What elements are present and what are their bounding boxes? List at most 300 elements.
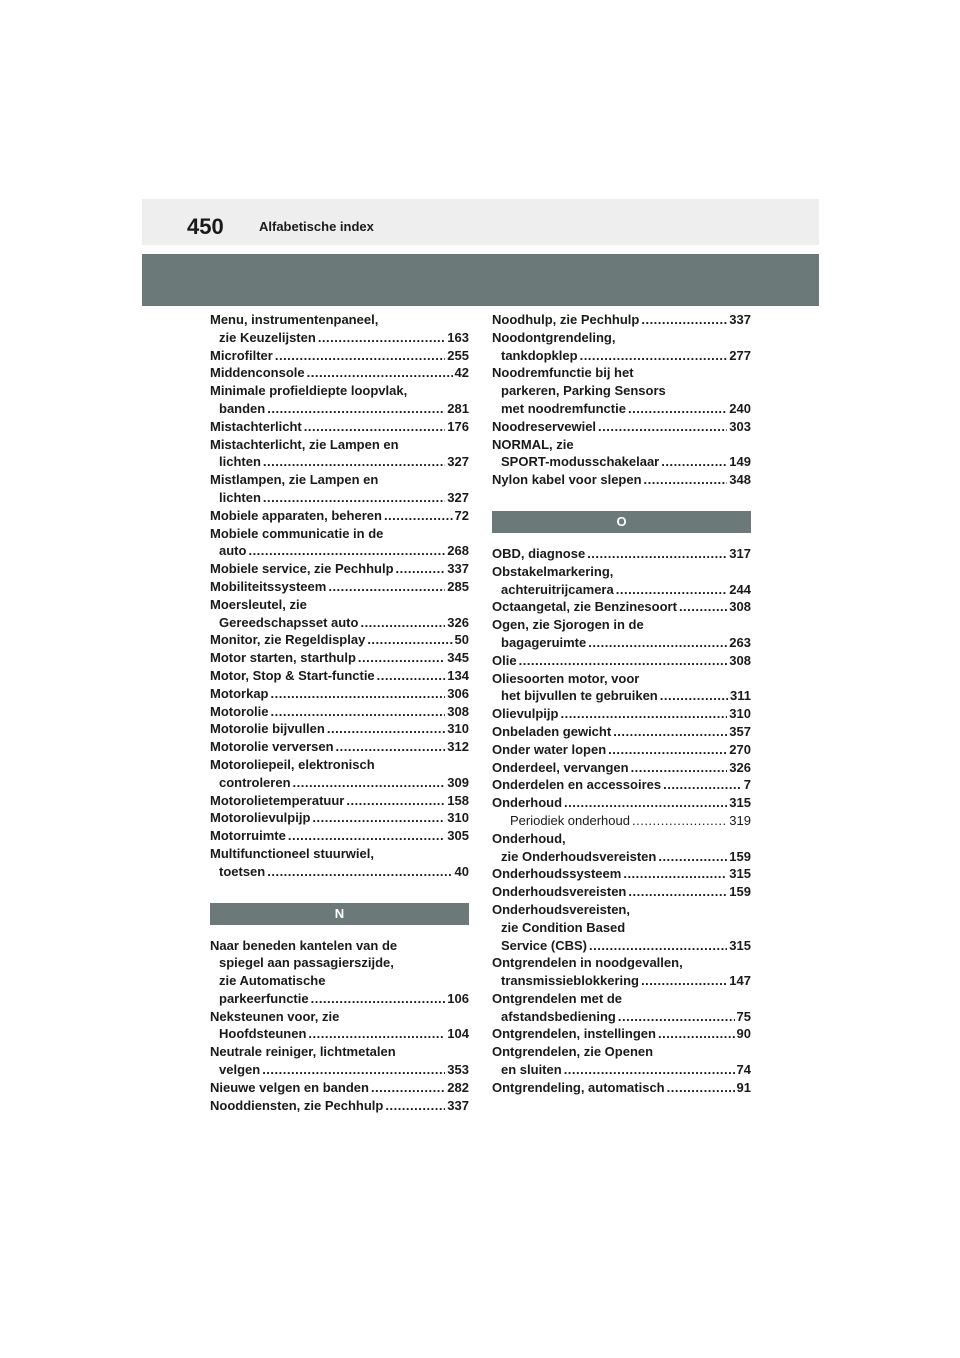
page-reference: 277 — [729, 347, 751, 363]
index-entry — [210, 667, 469, 685]
page-reference: 317 — [729, 545, 751, 561]
page-reference: 240 — [729, 400, 751, 416]
entry-text-line — [210, 596, 469, 614]
entry-text-line — [492, 1043, 751, 1061]
index-entry — [210, 649, 469, 667]
entry-page-line — [210, 649, 469, 667]
entry-text: en sluiten — [501, 1062, 562, 1078]
page-reference: 158 — [447, 792, 469, 808]
index-entry — [210, 703, 469, 721]
page-reference: 319 — [729, 812, 751, 828]
index-entry — [492, 364, 751, 417]
entry-page-line — [210, 507, 469, 525]
entry-text: Mistachterlicht — [210, 418, 302, 434]
entry-text: Neksteunen voor, zie — [210, 1008, 340, 1024]
entry-text: Ontgrendelen, zie Openen — [492, 1044, 654, 1060]
entry-page-line — [210, 542, 469, 560]
entry-page-line — [492, 598, 751, 616]
dot-leader — [336, 738, 446, 756]
entry-text-line — [492, 919, 751, 937]
entry-page-line — [210, 400, 469, 418]
index-entry — [210, 809, 469, 827]
entry-page-line — [492, 634, 751, 652]
index-entry — [210, 311, 469, 347]
entry-text: lichten — [219, 489, 261, 505]
entry-text: Onderdeel, vervangen — [492, 759, 629, 775]
entry-text: controleren — [219, 774, 291, 790]
page-reference: 163 — [447, 329, 469, 345]
o-entries — [492, 545, 751, 1097]
index-entry — [492, 705, 751, 723]
dot-leader — [628, 883, 727, 901]
entry-text: Multifunctioneel stuurwiel, — [210, 845, 374, 861]
m-entries — [210, 311, 469, 881]
index-entry — [492, 598, 751, 616]
entry-page-line — [210, 631, 469, 649]
entry-text: Onderhoudsvereisten — [492, 884, 627, 900]
entry-page-line — [492, 776, 751, 794]
dot-leader — [613, 723, 727, 741]
entry-page-line — [210, 614, 469, 632]
entry-text: Motorolievulpijp — [210, 810, 311, 826]
entry-page-line — [210, 990, 469, 1008]
index-column-left — [210, 311, 469, 1114]
entry-text: Mobiele communicatie in de — [210, 525, 384, 541]
letter-heading-o: O — [492, 511, 751, 533]
entry-text: Motor starten, starthulp — [210, 650, 356, 666]
entry-page-line — [210, 329, 469, 347]
entry-text: Motorolietemperatuur — [210, 792, 345, 808]
entry-text: Motor, Stop & Start-functie — [210, 667, 375, 683]
entry-text: Hoofdsteunen — [219, 1026, 307, 1042]
page-reference: 106 — [447, 990, 469, 1006]
entry-text: Periodiek onderhoud — [510, 812, 630, 828]
entry-text: met noodremfunctie — [501, 400, 626, 416]
entry-page-line — [210, 1079, 469, 1097]
dot-leader — [360, 614, 445, 632]
index-entry — [210, 720, 469, 738]
entry-page-line — [492, 794, 751, 812]
entry-page-line — [492, 1061, 751, 1079]
page-reference: 309 — [447, 774, 469, 790]
entry-page-line — [492, 347, 751, 365]
dot-leader — [327, 720, 445, 738]
entry-text: Motorkap — [210, 685, 269, 701]
entry-page-line — [492, 1008, 751, 1026]
dot-leader — [318, 329, 445, 347]
dot-leader — [358, 649, 445, 667]
dot-leader — [560, 705, 727, 723]
index-entry — [492, 311, 751, 329]
entry-text: Service (CBS) — [501, 937, 587, 953]
dot-leader — [308, 1025, 445, 1043]
entry-page-line — [492, 848, 751, 866]
entry-page-line — [210, 489, 469, 507]
entry-page-line — [210, 827, 469, 845]
entry-text: Ontgrendeling, automatisch — [492, 1079, 665, 1095]
index-entry — [492, 794, 751, 812]
index-entry — [492, 1025, 751, 1043]
index-entry — [492, 616, 751, 652]
entry-text-line — [492, 830, 751, 848]
page-reference: 263 — [729, 634, 751, 650]
entry-page-line — [492, 723, 751, 741]
dot-leader — [644, 471, 728, 489]
dot-leader — [262, 1061, 445, 1079]
entry-text-line — [492, 901, 751, 919]
page-reference: 315 — [729, 866, 751, 882]
page-reference: 306 — [447, 685, 469, 701]
dot-leader — [598, 418, 727, 436]
dot-leader — [580, 347, 728, 365]
entry-text: bagageruimte — [501, 634, 587, 650]
page-reference: 326 — [447, 614, 469, 630]
page-reference: 149 — [729, 454, 751, 470]
entry-text: zie Keuzelijsten — [219, 329, 316, 345]
index-entry — [210, 364, 469, 382]
entry-text-line — [492, 563, 751, 581]
dot-leader — [658, 1025, 735, 1043]
entry-page-line — [210, 667, 469, 685]
index-entry — [492, 883, 751, 901]
page-reference: 308 — [729, 652, 751, 668]
dot-leader — [367, 631, 452, 649]
index-entry — [210, 827, 469, 845]
index-entry — [210, 382, 469, 418]
index-entry — [492, 436, 751, 472]
entry-text-line — [492, 990, 751, 1008]
entry-text: Motorolie bijvullen — [210, 721, 325, 737]
page-reference: 310 — [447, 810, 469, 826]
entry-text: zie Automatische — [219, 973, 326, 989]
page-reference: 285 — [447, 578, 469, 594]
entry-text: lichten — [219, 454, 261, 470]
page-reference: 337 — [447, 1097, 469, 1113]
entry-text: parkeerfunctie — [219, 990, 309, 1006]
entry-text: Nieuwe velgen en banden — [210, 1079, 369, 1095]
entry-page-line — [492, 418, 751, 436]
entry-text: Motorolie verversen — [210, 739, 334, 755]
dot-leader — [623, 865, 727, 883]
entry-text: Onderhoud, — [492, 830, 566, 846]
entry-page-line — [492, 1025, 751, 1043]
entry-text: het bijvullen te gebruiken — [501, 688, 658, 704]
entry-page-line — [210, 792, 469, 810]
dot-leader — [660, 687, 728, 705]
entry-text: Nooddiensten, zie Pechhulp — [210, 1097, 384, 1113]
dot-leader — [396, 560, 446, 578]
entry-text-line — [492, 436, 751, 454]
entry-text: Microfilter — [210, 347, 273, 363]
dot-leader — [661, 453, 727, 471]
page-reference: 74 — [736, 1062, 751, 1078]
entry-text: OBD, diagnose — [492, 545, 586, 561]
entry-page-line — [492, 581, 751, 599]
dot-leader — [304, 418, 446, 436]
dot-leader — [385, 1097, 445, 1115]
dot-leader — [663, 776, 742, 794]
page-reference: 357 — [729, 723, 751, 739]
entry-page-line — [492, 865, 751, 883]
dot-leader — [275, 347, 445, 365]
entry-page-line — [210, 809, 469, 827]
index-entry — [492, 652, 751, 670]
index-entry — [492, 954, 751, 990]
entry-text-line — [210, 471, 469, 489]
entry-text-line — [210, 382, 469, 400]
entry-text: achteruitrijcamera — [501, 581, 614, 597]
entry-text-line — [492, 382, 751, 400]
dot-leader — [632, 812, 727, 830]
entry-page-line — [492, 652, 751, 670]
index-column-right — [492, 311, 751, 1097]
index-entry — [210, 792, 469, 810]
page-reference: 268 — [447, 543, 469, 559]
dot-leader — [564, 1061, 735, 1079]
index-entry — [492, 329, 751, 365]
entry-text: Oliesoorten motor, voor — [492, 670, 640, 686]
index-entry — [210, 685, 469, 703]
entry-text: NORMAL, zie — [492, 436, 574, 452]
entry-text: Motorolie — [210, 703, 269, 719]
page-reference: 312 — [447, 739, 469, 755]
entry-text: zie Onderhoudsvereisten — [501, 848, 657, 864]
entry-text: spiegel aan passagierszijde, — [219, 955, 394, 971]
page-reference: 159 — [729, 848, 751, 864]
entry-text: banden — [219, 400, 266, 416]
dot-leader — [288, 827, 445, 845]
dot-leader — [271, 685, 446, 703]
index-entry — [210, 418, 469, 436]
page-reference: 327 — [447, 454, 469, 470]
entry-text: Noodremfunctie bij het — [492, 365, 634, 381]
index-entry — [492, 418, 751, 436]
dot-leader — [631, 759, 728, 777]
dot-leader — [608, 741, 727, 759]
entry-text: Onderhoudssysteem — [492, 866, 622, 882]
index-entry — [492, 670, 751, 706]
index-entry — [210, 578, 469, 596]
entry-page-line — [492, 471, 751, 489]
page-reference: 327 — [447, 489, 469, 505]
entry-text: Mistachterlicht, zie Lampen en — [210, 436, 399, 452]
entry-text-line — [492, 616, 751, 634]
entry-page-line — [210, 578, 469, 596]
index-entry — [210, 347, 469, 365]
dot-leader — [377, 667, 446, 685]
entry-text-line — [492, 364, 751, 382]
entry-text: Olievulpijp — [492, 706, 559, 722]
entry-text: Motoroliepeil, elektronisch — [210, 756, 375, 772]
entry-text: Noodhulp, zie Pechhulp — [492, 312, 640, 327]
dot-leader — [267, 400, 445, 418]
entry-page-line — [492, 687, 751, 705]
entry-page-line — [492, 972, 751, 990]
entry-text: Gereedschapsset auto — [219, 614, 359, 630]
entry-text-line — [210, 972, 469, 990]
page-reference: 40 — [454, 863, 469, 879]
page-header — [142, 199, 819, 245]
index-entry — [210, 1079, 469, 1097]
entry-text-line — [210, 311, 469, 329]
page-reference: 176 — [447, 418, 469, 434]
index-entry — [492, 471, 751, 489]
entry-text: zie Condition Based — [501, 919, 626, 935]
page-reference: 337 — [729, 312, 751, 327]
entry-text: Onderhoudsvereisten, — [492, 901, 630, 917]
page-reference: 348 — [729, 472, 751, 488]
entry-page-line — [210, 347, 469, 365]
index-entry — [210, 1097, 469, 1115]
index-entry — [210, 937, 469, 1008]
entry-text: velgen — [219, 1062, 261, 1078]
dot-leader — [328, 578, 445, 596]
entry-page-line — [492, 705, 751, 723]
entry-text: Ogen, zie Sjorogen in de — [492, 617, 644, 633]
dot-leader — [346, 792, 445, 810]
index-entry — [492, 830, 751, 866]
entry-text: Onder water lopen — [492, 741, 607, 757]
index-entry — [492, 776, 751, 794]
entry-text: Motorruimte — [210, 828, 286, 844]
dot-leader — [371, 1079, 445, 1097]
dot-leader — [311, 990, 446, 1008]
entry-text: Middenconsole — [210, 365, 305, 381]
page-reference: 281 — [447, 400, 469, 416]
entry-text-line — [210, 954, 469, 972]
entry-text: Obstakelmarkering, — [492, 563, 614, 579]
index-entry — [210, 738, 469, 756]
page-reference: 72 — [454, 507, 469, 523]
entry-page-line — [492, 400, 751, 418]
dot-leader — [641, 311, 727, 329]
index-entry — [210, 631, 469, 649]
entry-page-line — [210, 685, 469, 703]
entry-page-line — [210, 364, 469, 382]
dot-leader — [564, 794, 727, 812]
entry-text-line — [492, 954, 751, 972]
index-entry — [492, 865, 751, 883]
dot-leader — [587, 545, 727, 563]
entry-text: Octaangetal, zie Benzinesoort — [492, 599, 677, 615]
index-entry — [210, 436, 469, 472]
page-reference: 50 — [454, 632, 469, 648]
index-subentry — [492, 812, 751, 830]
entry-text: auto — [219, 543, 247, 559]
page-reference: 311 — [730, 688, 751, 704]
entry-text: Olie — [492, 652, 517, 668]
entry-text: Ontgrendelen in noodgevallen, — [492, 955, 683, 971]
entry-text: Moersleutel, zie — [210, 596, 307, 612]
entry-text: Minimale profieldiepte loopvlak, — [210, 383, 408, 399]
entry-page-line — [210, 774, 469, 792]
dot-leader — [263, 489, 445, 507]
index-entry — [492, 901, 751, 954]
entry-text: Noodontgrendeling, — [492, 329, 616, 345]
entry-page-line — [210, 720, 469, 738]
page-reference: 270 — [729, 741, 751, 757]
page-reference: 308 — [447, 703, 469, 719]
index-entry — [492, 1079, 751, 1097]
entry-text: Ontgrendelen, instellingen — [492, 1026, 656, 1042]
index-entry — [210, 471, 469, 507]
dot-leader — [588, 634, 727, 652]
entry-page-line — [492, 741, 751, 759]
dot-leader — [679, 598, 727, 616]
dot-leader — [641, 972, 727, 990]
entry-text-line — [492, 329, 751, 347]
dot-leader — [248, 542, 445, 560]
entry-text: Mobiliteitssysteem — [210, 578, 327, 594]
index-entry — [210, 525, 469, 561]
entry-text: Monitor, zie Regeldisplay — [210, 632, 366, 648]
entry-text-line — [210, 436, 469, 454]
index-entry — [210, 507, 469, 525]
page-reference: 244 — [729, 581, 751, 597]
entry-page-line — [210, 418, 469, 436]
dot-leader — [589, 937, 727, 955]
entry-text: parkeren, Parking Sensors — [501, 383, 666, 399]
page-reference: 282 — [447, 1079, 469, 1095]
index-entry — [210, 1008, 469, 1044]
index-entry — [210, 560, 469, 578]
entry-text-line — [210, 937, 469, 955]
index-entry — [492, 1043, 751, 1079]
entry-text-line — [210, 1008, 469, 1026]
entry-page-line — [492, 311, 751, 329]
letter-heading-n: N — [210, 903, 469, 925]
entry-page-line — [210, 560, 469, 578]
entry-text: Onderdelen en accessoires — [492, 777, 662, 793]
page-reference: 326 — [729, 759, 751, 775]
page-reference: 255 — [447, 347, 469, 363]
entry-page-line — [492, 937, 751, 955]
entry-text: Ontgrendelen met de — [492, 990, 623, 1006]
index-entry — [210, 845, 469, 881]
index-entry — [210, 756, 469, 792]
index-entry — [492, 563, 751, 599]
entry-text-line — [210, 845, 469, 863]
entry-page-line — [492, 883, 751, 901]
page-reference: 91 — [736, 1079, 751, 1095]
dot-leader — [667, 1079, 735, 1097]
dot-leader — [628, 400, 727, 418]
entry-text: Onbeladen gewicht — [492, 723, 612, 739]
page-reference: 42 — [454, 365, 469, 381]
dot-leader — [263, 453, 445, 471]
section-title: Alfabetische index — [259, 219, 374, 234]
page-reference: 337 — [447, 561, 469, 577]
dot-leader — [384, 507, 453, 525]
page-number: 450 — [187, 214, 224, 239]
index-entry — [492, 759, 751, 777]
entry-text: Mistlampen, zie Lampen en — [210, 472, 379, 488]
entry-text-line — [210, 525, 469, 543]
page-reference: 310 — [447, 721, 469, 737]
page-reference: 7 — [743, 777, 751, 793]
page-reference: 315 — [729, 795, 751, 811]
entry-text-line — [210, 756, 469, 774]
entry-page-line — [210, 1061, 469, 1079]
entry-page-line — [210, 1097, 469, 1115]
page-reference: 308 — [729, 599, 751, 615]
entry-text: Menu, instrumentenpaneel, — [210, 312, 379, 327]
page-reference: 159 — [729, 884, 751, 900]
index-entry — [492, 723, 751, 741]
entry-text: tankdopklep — [501, 347, 578, 363]
entry-text: Mobiele service, zie Pechhulp — [210, 561, 394, 577]
entry-text: afstandsbediening — [501, 1008, 616, 1024]
